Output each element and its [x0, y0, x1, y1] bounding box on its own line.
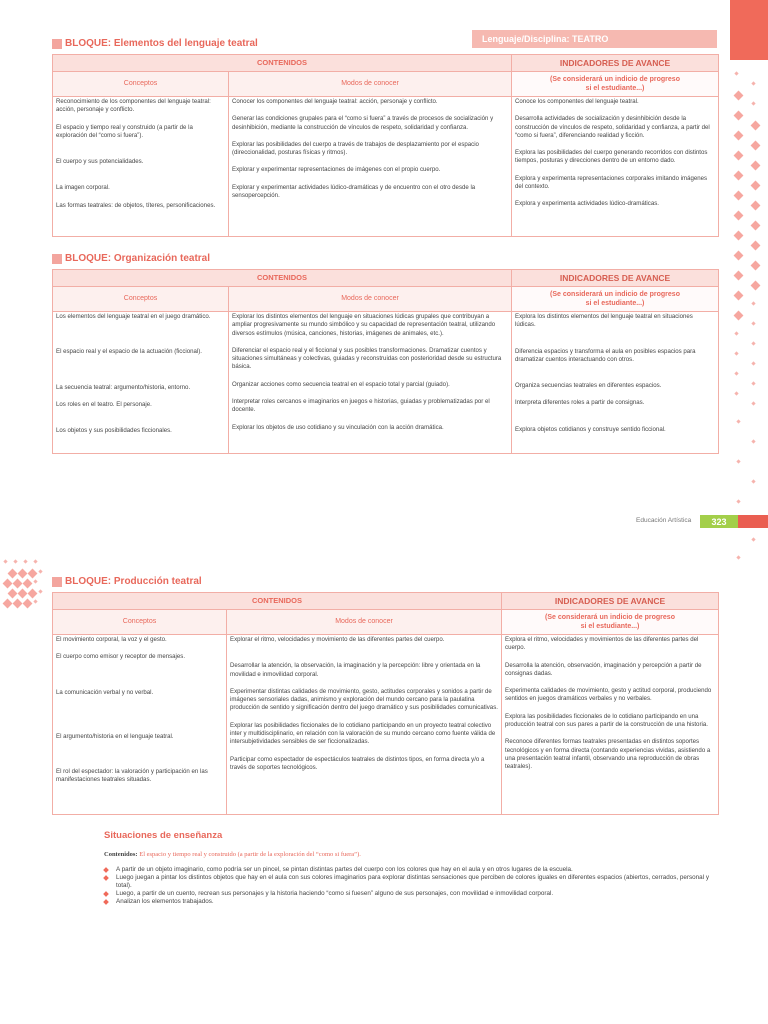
- indicador-note: [502, 610, 719, 635]
- modo-item: Explorar las posibilidades ficcionales de lo cotidiano participando en un proyecto teatral colectivo inter y multidisciplinario, en relación con la valoración de su mundo cercano como fuente válida de intersubjetividades sensibles de ser ficcionalizadas.: [230, 721, 496, 746]
- bloque-title-text: BLOQUE: Organización teatral: [65, 253, 211, 264]
- diamond-decoration: [734, 171, 744, 181]
- concepto-item: Los objetos y sus posibilidades ficcionales.: [56, 427, 172, 435]
- indicador-item: Organiza secuencias teatrales en diferentes espacios.: [515, 382, 662, 390]
- bloque-title: [52, 253, 210, 264]
- diamond-decoration: [751, 301, 755, 305]
- diamond-decoration: [751, 381, 755, 385]
- concepto-item: Las formas teatrales: de objetos, títeres, personificaciones.: [56, 201, 216, 209]
- indicadores-cell: [512, 97, 719, 237]
- indicador-item: Explora las posibilidades ficcionales de lo cotidiano participando en una producción teatral con sus pares a partir de la construcción de una historia.: [505, 712, 708, 729]
- modo-item: Desarrollar la atención, la observación, la imaginación y la percepción: libre y orientada en la movilidad e inmovilidad corporal.: [230, 662, 481, 678]
- concepto-item: La comunicación verbal y no verbal.: [56, 688, 154, 696]
- square-bullet-icon: [52, 254, 62, 264]
- modo-item: Participar como espectador de espectáculos teatrales de distintos tipos, en forma directa y/o a través de soportes tecnológicos.: [230, 755, 485, 771]
- indicador-item: Interpreta diferentes roles a partir de consignas.: [515, 399, 645, 407]
- list-item-text: Luego juegan a pintar los distintos objetos que hay en el aula con sus colores imaginarios para explorar distintas sensaciones que perciben de colores iguales en diferentes espacios (abiertos, cerrados, personal y total).: [116, 874, 709, 890]
- diamond-decoration: [734, 191, 744, 201]
- modos-cell: [227, 635, 502, 815]
- diamond-decoration: [751, 341, 755, 345]
- list-item: [104, 874, 724, 890]
- page-accent: [738, 515, 768, 528]
- concepto-item: El rol del espectador: la valoración y participación en las manifestaciones teatrales situadas.: [56, 768, 208, 784]
- indicador-note-line: (Se considerará un indicio de progreso: [545, 614, 675, 621]
- diamond-decoration: [23, 579, 33, 589]
- concepto-item: El cuerpo y sus potencialidades.: [56, 158, 144, 166]
- diamond-decoration: [38, 589, 42, 593]
- contenidos-prefix: Contenidos:: [104, 851, 138, 858]
- square-bullet-icon: [52, 39, 62, 49]
- diamond-decoration: [734, 371, 738, 375]
- diamond-decoration: [734, 131, 744, 141]
- indicador-note-line: si el estudiante...): [580, 623, 640, 630]
- indicador-item: Reconoce diferentes formas teatrales presentadas en distintos soportes tecnológicos y en forma directa (contando experiencias vividas, asistiendo a una presentación teatral infantil, observando una reproducción de obras teatrales).: [505, 738, 711, 771]
- diamond-decoration: [736, 555, 740, 559]
- subject-bar: Lenguaje/Disciplina: TEATRO: [472, 30, 717, 48]
- diamond-decoration: [734, 271, 744, 281]
- indicador-item: Explora las posibilidades del cuerpo generando recorridos con distintos tiempos, posturas y direcciones dentro de un entorno dado.: [515, 149, 708, 165]
- diamond-decoration: [734, 211, 744, 221]
- bloque-table: [52, 54, 719, 237]
- diamond-decoration: [734, 391, 738, 395]
- diamond-decoration: [751, 161, 761, 171]
- indicador-item: Experimenta calidades de movimiento, gesto y actitud corporal, produciendo sentidos en juegos dramáticos verbales y no verbales.: [505, 687, 712, 703]
- conceptos-header: Conceptos: [53, 287, 229, 312]
- modos-header: Modos de conocer: [229, 287, 512, 312]
- diamond-decoration: [734, 351, 738, 355]
- diamond-decoration: [751, 479, 755, 483]
- diamond-decoration: [751, 439, 755, 443]
- diamond-decoration: [751, 141, 761, 151]
- diamond-decoration: [751, 101, 755, 105]
- contenidos-header: CONTENIDOS: [53, 55, 512, 72]
- indicador-note-line: (Se considerará un indicio de progreso: [550, 76, 680, 83]
- situaciones-title: Situaciones de enseñanza: [104, 830, 223, 841]
- diamond-bullet-icon: [103, 875, 109, 881]
- modo-item: Explorar y experimentar actividades lúdico-dramáticas y de encuentro con el otro desde la sensopercepción.: [232, 183, 476, 200]
- indicador-note: [512, 72, 719, 97]
- concepto-item: Los roles en el teatro. El personaje.: [56, 400, 152, 408]
- indicador-item: Diferencia espacios y transforma el aula en posibles espacios para dramatizar cuentos interactuando con otros.: [515, 347, 696, 363]
- indicador-note-line: si el estudiante...): [585, 85, 645, 92]
- bloque-table: [52, 592, 719, 815]
- concepto-item: El movimiento corporal, la voz y el gesto.: [56, 636, 167, 643]
- diamond-decoration: [751, 121, 761, 131]
- indicador-item: Conoce los componentes del lenguaje teatral.: [515, 98, 639, 105]
- indicador-item: Desarrolla actividades de socialización y desinhibición desde la construcción de vínculos de respeto, solidaridad y confianza, a partir del “como si fuera”, diferenciando realidad y ficción.: [515, 115, 710, 139]
- concepto-item: Reconocimiento de los componentes del lenguaje teatral: acción, personaje y conflicto.: [56, 98, 211, 114]
- diamond-bullet-icon: [103, 867, 109, 873]
- diamond-decoration: [751, 181, 761, 191]
- modo-item: Organizar acciones como secuencia teatral en el espacio total y parcial (guiado).: [232, 380, 450, 388]
- indicador-note: [512, 287, 719, 312]
- modos-header: Modos de conocer: [227, 610, 502, 635]
- indicador-item: Desarrolla la atención, observación, imaginación y percepción a partir de consignas dadas.: [505, 661, 702, 677]
- indicador-note-line: si el estudiante...): [585, 300, 645, 307]
- list-item-text: A partir de un objeto imaginario, como podría ser un pincel, se pintan distintas partes del cuerpo con los colores que hay en el aula y en otros lugares de la escuela.: [116, 866, 573, 873]
- diamond-decoration: [33, 559, 37, 563]
- contenidos-header: CONTENIDOS: [53, 593, 502, 610]
- diamond-decoration: [751, 401, 755, 405]
- diamond-decoration: [18, 589, 28, 599]
- conceptos-cell: [53, 97, 229, 237]
- contenidos-text: El espacio y tiempo real y construido (a partir de la exploración del “como si fuera”).: [139, 851, 361, 858]
- diamond-decoration: [33, 579, 37, 583]
- concepto-item: Los elementos del lenguaje teatral en el juego dramático.: [56, 313, 211, 320]
- modo-item: Conocer los componentes del lenguaje teatral: acción, personaje y conflicto.: [232, 98, 438, 105]
- diamond-decoration: [13, 559, 17, 563]
- contenidos-header: CONTENIDOS: [53, 270, 512, 287]
- modos-header: Modos de conocer: [229, 72, 512, 97]
- page-number: 323: [700, 515, 738, 528]
- diamond-decoration: [8, 569, 18, 579]
- indicadores-cell: [512, 312, 719, 454]
- modos-cell: [229, 97, 512, 237]
- diamond-decoration: [751, 201, 761, 211]
- diamond-decoration: [751, 221, 761, 231]
- diamond-decoration: [23, 559, 27, 563]
- indicadores-header: INDICADORES DE AVANCE: [512, 270, 719, 287]
- diamond-decoration: [751, 261, 761, 271]
- modo-item: Diferenciar el espacio real y el ficcional y sus posibles transformaciones. Dramatizar cuentos y situaciones simultáneas y colectivas, guiadas y reconstruidas con posterioridad desde su estructura básica.: [232, 346, 502, 371]
- modo-item: Explorar las posibilidades del cuerpo a través de trabajos de desplazamiento por el espacio (direccionalidad, posturas físicas y ritmos).: [232, 140, 479, 157]
- concepto-item: El espacio y tiempo real y construido (a partir de la exploración del “como si fuera”).: [56, 123, 193, 139]
- diamond-decoration: [751, 361, 755, 365]
- modo-item: Generar las condiciones grupales para el “como si fuera” a través de procesos de socialización y desinhibición, mediante la construcción de vínculos de respeto, solidaridad y confianza.: [232, 115, 494, 131]
- bloque-title: [52, 576, 202, 587]
- diamond-decoration: [751, 281, 761, 291]
- modo-item: Explorar los objetos de uso cotidiano y su vinculación con la acción dramática.: [232, 423, 444, 431]
- situaciones-contenidos: [104, 851, 361, 858]
- diamond-decoration: [3, 579, 13, 589]
- diamond-decoration: [28, 569, 38, 579]
- concepto-item: El espacio real y el espacio de la actuación (ficcional).: [56, 348, 202, 356]
- diamond-bullet-icon: [103, 891, 109, 897]
- diamond-decoration: [734, 331, 738, 335]
- list-item: [104, 890, 724, 898]
- diamond-decoration: [736, 499, 740, 503]
- indicadores-cell: [502, 635, 719, 815]
- diamond-decoration: [734, 231, 744, 241]
- diamond-decoration: [13, 599, 23, 609]
- diamond-decoration: [18, 569, 28, 579]
- indicador-item: Explora y experimenta representaciones corporales imitando imágenes del contexto.: [515, 174, 708, 191]
- diamond-decoration: [3, 599, 13, 609]
- modo-item: Interpretar roles cercanos e imaginarios en juegos e historias, guiadas y problematizadas por el docente.: [232, 398, 490, 414]
- concepto-item: La imagen corporal.: [56, 184, 110, 192]
- indicador-item: Explora y experimenta actividades lúdico-dramáticas.: [515, 200, 659, 208]
- diamond-decoration: [28, 589, 38, 599]
- modo-item: Explorar y experimentar representaciones de imágenes con el propio cuerpo.: [232, 166, 441, 174]
- indicadores-header: INDICADORES DE AVANCE: [502, 593, 719, 610]
- modo-item: Explorar los distintos elementos del lenguaje en situaciones lúdicas grupales que contribuyan a ampliar progresivamente su mundo simbólico y su capacidad de representación teatral, utilizando diversos estímulos (música, canciones, historias, imágenes de animales, etc.).: [232, 313, 496, 337]
- diamond-decoration: [8, 589, 18, 599]
- square-bullet-icon: [52, 577, 62, 587]
- indicador-note-line: (Se considerará un indicio de progreso: [550, 291, 680, 298]
- diamond-decoration: [751, 241, 761, 251]
- footer-label: Educación Artística: [636, 517, 692, 524]
- indicador-item: Explora el ritmo, velocidades y movimientos de las diferentes partes del cuerpo.: [505, 636, 699, 652]
- diamond-decoration: [751, 81, 755, 85]
- concepto-item: El argumento/historia en el lenguaje teatral.: [56, 732, 174, 740]
- diamond-decoration: [734, 251, 744, 261]
- corner-accent: [730, 0, 768, 60]
- bloque-title-text: BLOQUE: Producción teatral: [65, 576, 202, 587]
- conceptos-cell: [53, 635, 227, 815]
- diamond-decoration: [33, 599, 37, 603]
- indicadores-header: INDICADORES DE AVANCE: [512, 55, 719, 72]
- diamond-decoration: [734, 291, 744, 301]
- modos-cell: [229, 312, 512, 454]
- diamond-decoration: [3, 559, 7, 563]
- diamond-decoration: [38, 569, 42, 573]
- list-item: [104, 898, 724, 906]
- concepto-item: La secuencia teatral: argumento/historia, entorno.: [56, 383, 191, 391]
- diamond-decoration: [13, 579, 23, 589]
- diamond-decoration: [736, 419, 740, 423]
- diamond-decoration: [734, 71, 738, 75]
- diamond-decoration: [734, 311, 744, 321]
- concepto-item: El cuerpo como emisor y receptor de mensajes.: [56, 653, 186, 661]
- diamond-decoration: [734, 151, 744, 161]
- diamond-bullet-icon: [103, 900, 109, 906]
- indicador-item: Explora los distintos elementos del lenguaje teatral en situaciones lúdicas.: [515, 313, 693, 329]
- bloque-title: [52, 38, 258, 49]
- bloque-table: [52, 269, 719, 454]
- diamond-decoration: [734, 91, 744, 101]
- diamond-decoration: [736, 459, 740, 463]
- situaciones-list: [104, 866, 724, 906]
- modo-item: Experimentar distintas calidades de movimiento, gesto, actitudes corporales y sonidos a partir de imágenes sensoriales dadas, animismo y exploración del mundo cercano para la paulatina producción de sentido y significación dentro del juego dramático y sus posibilidades comunicativas.: [230, 687, 498, 712]
- bloque-title-text: BLOQUE: Elementos del lenguaje teatral: [65, 38, 258, 49]
- list-item-text: Analizan los elementos trabajados.: [116, 898, 214, 906]
- diamond-decoration: [751, 537, 755, 541]
- diamond-decoration: [734, 111, 744, 121]
- modo-item: Explorar el ritmo, velocidades y movimiento de las diferentes partes del cuerpo.: [230, 636, 445, 643]
- conceptos-cell: [53, 312, 229, 454]
- diamond-decoration: [751, 321, 755, 325]
- conceptos-header: Conceptos: [53, 72, 229, 97]
- list-item: [104, 866, 724, 874]
- conceptos-header: Conceptos: [53, 610, 227, 635]
- list-item-text: Luego, a partir de un cuento, recrean sus personajes y la historia haciendo “como si fuesen” alguno de sus personajes, con movilidad e inmovilidad corporal.: [116, 890, 554, 898]
- indicador-item: Explora objetos cotidianos y construye sentido ficcional.: [515, 425, 666, 433]
- diamond-decoration: [23, 599, 33, 609]
